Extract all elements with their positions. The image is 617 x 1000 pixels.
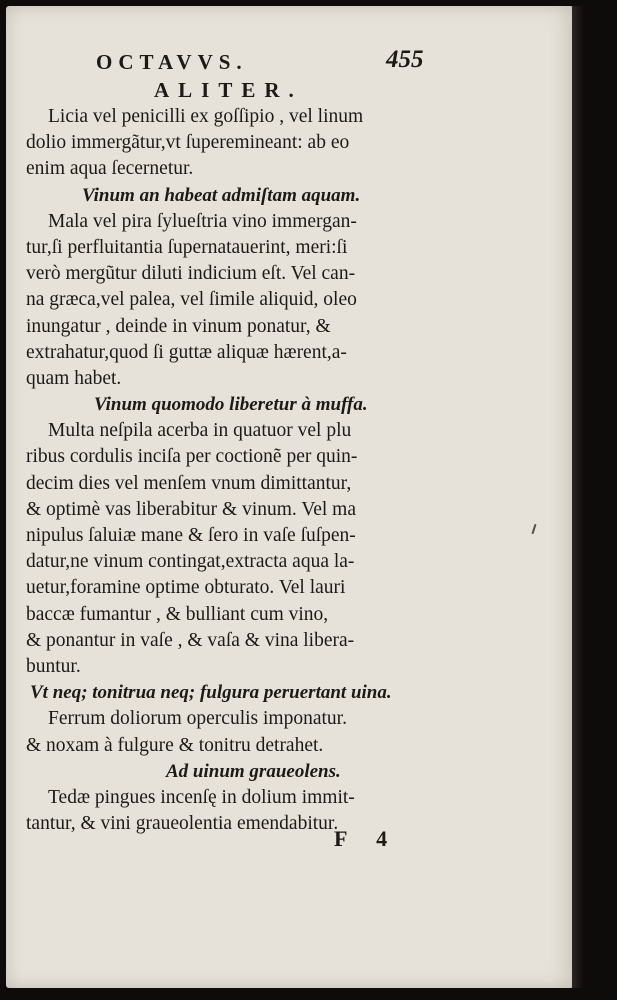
- text-line: Ferrum doliorum operculis imponatur.: [48, 708, 347, 730]
- text-line: buntur.: [26, 655, 81, 677]
- text-line: uetur,foramine optime obturato. Vel lauri: [26, 577, 346, 599]
- paragraph: [26, 706, 446, 758]
- page-number: 455: [386, 46, 424, 73]
- signature-mark: F 4: [334, 826, 400, 851]
- recipe-heading: Vt neq; tonitrua neq; fulgura peruertant uina.: [30, 682, 392, 704]
- text-line: inungatur , deinde in vinum ponatur, &: [26, 315, 331, 337]
- text-line: baccæ fumantur , & bulliant cum vino,: [26, 603, 329, 625]
- running-head: [6, 46, 576, 80]
- text-line: & ponantur in vaſe , & vaſa & vina libera-: [26, 629, 355, 651]
- book-gutter: [572, 6, 584, 988]
- recipe-heading: Vinum quomodo liberetur à muffa.: [94, 394, 368, 416]
- text-line: Licia vel penicilli ex goſſipio , vel linum: [48, 106, 364, 127]
- paragraph: [26, 104, 446, 183]
- recipe-heading: Vinum an habeat admiſtam aquam.: [82, 184, 361, 206]
- text-line: quam habet.: [26, 367, 122, 389]
- text-line: dolio immergãtur,vt ſuperemineant: ab eo: [26, 132, 350, 154]
- text-line: verò mergũtur diluti indicium eſt. Vel can-: [26, 263, 356, 285]
- text-line: ribus cordulis inciſa per coctionẽ per quin-: [26, 446, 358, 468]
- text-line: & optimè vas liberabitur & vinum. Vel ma: [26, 498, 357, 520]
- text-line: tur,ſi perfluitantia ſupernatauerint, meri:ſi: [26, 236, 348, 258]
- running-head-title: OCTAVVS.: [96, 50, 248, 74]
- text-line: nipulus ſaluiæ mane & ſero in vaſe ſuſpen-: [26, 525, 356, 546]
- text-line: decim dies vel menſem vnum dimittantur,: [26, 472, 352, 494]
- text-line: & noxam à fulgure & tonitru detrahet.: [26, 734, 324, 756]
- section-title: ALITER.: [154, 78, 303, 102]
- recipe-heading: Ad uinum graueolens.: [166, 760, 341, 782]
- text-line: enim aqua ſecernetur.: [26, 158, 194, 180]
- ink-speck: [532, 524, 537, 534]
- text-line: extrahatur,quod ſi guttæ aliquæ hærent,a-: [26, 341, 347, 363]
- text-line: na græca,vel palea, vel ſimile aliquid, oleo: [26, 289, 357, 311]
- body-text: [26, 104, 446, 837]
- text-line: Tedæ pingues incenſę in dolium immit-: [48, 786, 355, 808]
- book-page: [6, 6, 576, 988]
- text-line: tantur, & vini graueolentia emendabitur.: [26, 813, 339, 835]
- text-line: Multa neſpila acerba in quatuor vel plu: [48, 420, 352, 442]
- text-line: Mala vel pira ſylueſtria vino immergan-: [48, 210, 357, 232]
- paragraph: [26, 418, 446, 680]
- text-line: datur,ne vinum contingat,extracta aqua la-: [26, 551, 355, 573]
- paragraph: [26, 209, 446, 392]
